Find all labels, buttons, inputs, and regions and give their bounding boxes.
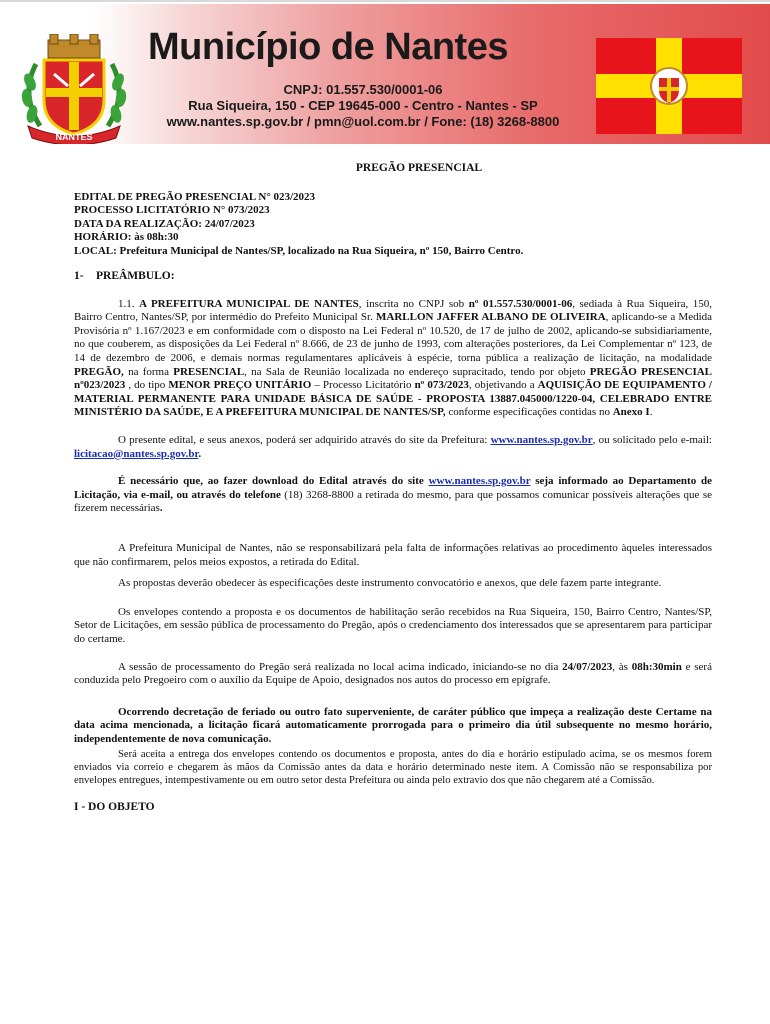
text-run-bold: MENOR PREÇO UNITÁRIO [168, 379, 312, 392]
section-title: PREÂMBULO: [96, 270, 175, 283]
text-run-bold: PREGÃO, [74, 365, 124, 378]
document-heading: PREGÃO PRESENCIAL [355, 162, 483, 174]
paragraph-holiday [74, 706, 712, 747]
text-run-bold: 24/07/2023 [562, 660, 613, 673]
municipal-crest-icon [14, 34, 134, 144]
text-run-bold: A PREFEITURA MUNICIPAL DE NANTES [139, 297, 359, 310]
text-run-bold: seja informado ao Departamento de Licitação, via e-mail, ou através do telefone [74, 475, 712, 501]
letterhead-banner [0, 4, 770, 144]
text-run: , na Sala de Reunião localizada no endereço supracitado, tendo por objeto [244, 365, 590, 378]
text-run: O presente edital, e seus anexos, poderá ser adquirido através do site da Prefeitura: [118, 434, 491, 447]
text-run-bold: PREGÃO PRESENCIAL nº023/2023 [74, 365, 713, 392]
email-link[interactable]: licitacao@nantes.sp.gov.br [74, 447, 199, 460]
website-link[interactable]: www.nantes.sp.gov.br [428, 475, 531, 488]
municipality-title: Município de Nantes [148, 26, 508, 68]
paragraph-proposals: As propostas deverão obedecer às especificações deste instrumento convocatório e anexos, que dele fazem parte integrante. [118, 577, 662, 590]
text-run-bold: PRESENCIAL [173, 365, 245, 378]
municipal-flag-icon [596, 38, 742, 134]
text-run-bold: nº 073/2023 [414, 379, 469, 392]
header-cnpj: CNPJ: 01.557.530/0001-06 [283, 82, 443, 97]
realization-date: DATA DA REALIZAÇÃO: 24/07/2023 [74, 217, 255, 230]
text-run: 1.1. [118, 297, 140, 310]
header-address: Rua Siqueira, 150 - CEP 19645-000 - Centro - Nantes - SP [188, 98, 538, 113]
text-run: , às [612, 660, 632, 673]
document-body [74, 162, 712, 814]
text-run: – Processo Licitatório [311, 379, 415, 392]
text-run: conforme especificações contidas no [445, 406, 613, 419]
text-run-bold: AQUISIÇÃO DE EQUIPAMENTO / MATERIAL PERMANENTE PARA UNIDADE BÁSICA DE SAÚDE - PROPOSTA 13887.045000/1220-04, CELEBRADO ENTRE MINISTÉRIO DA SAÚDE, E A PREFEITURA MUNICIPAL DE NANTES/SP, [74, 379, 712, 419]
paragraph-responsibility: A Prefeitura Municipal de Nantes, não se responsabilizará pela falta de informações relativas ao procedimento àqueles interessados que não confirmarem, pelos meios expostos, a retirada do Edital. [74, 542, 712, 568]
text-run-bold: . [159, 502, 163, 515]
process-number: PROCESSO LICITATÓRIO N° 073/2023 [74, 204, 270, 217]
section-preambulo-heading [74, 270, 712, 284]
crest-label: NANTES [55, 132, 93, 142]
text-run-bold: É necessário que, ao fazer download do Edital através do site [118, 475, 429, 488]
text-run: , do tipo [125, 379, 169, 392]
text-run: , sediada à Rua Siqueira, 150, Bairro Centro, Nantes/SP, por intermédio do Prefeito Municipal Sr. [74, 297, 713, 324]
text-run: , objetivando a [468, 379, 538, 392]
text-run: , aplicando-se a Medida Provisória nº 1.167/2023 e em conformidade com o disposto na Lei Federal nº 10.520, de 17 de julho de 2002, aplicando-se subsidiariamente, no que couberem, as disposições da Lei Federal nº 8.666, de 23 de junho de 1993, com alterações posteriores, da Lei Complementar nº 123, de 14 de dezembro de 2006, e demais normas regulamentares aplicáveis à espécie, torna pública a realização de licitação, na modalidade [74, 311, 713, 365]
text-run: . [649, 406, 653, 419]
edital-number: EDITAL DE PREGÃO PRESENCIAL N° 023/2023 [74, 190, 316, 203]
website-link[interactable]: www.nantes.sp.gov.br [490, 434, 593, 447]
paragraph-envelopes: Os envelopes contendo a proposta e os documentos de habilitação serão recebidos na Rua Siqueira, 150, Bairro Centro, Nantes/SP, Setor de Licitações, em sessão pública de processamento do Pregão, após o credenciamento dos interessados que se apresentarem para participar do certame. [74, 605, 712, 645]
text-run-bold: 08h:30min [631, 660, 682, 673]
text-run: , inscrita no CNPJ sob [358, 297, 469, 310]
session-location: LOCAL: Prefeitura Municipal de Nantes/SP, localizado na Rua Siqueira, nº 150, Bairro Centro. [74, 244, 524, 257]
text-run-bold: Ocorrendo decretação de feriado ou outro fato superveniente, de caráter público que impeça a realização deste Certame na data acima mencionada, a licitação ficará automaticamente prorrogada para o primeiro dia útil subsequente no mesmo horário, independentemente de nova comunicação. [74, 705, 712, 745]
paragraph-session [74, 661, 712, 688]
section-objeto-heading: I - DO OBJETO [74, 800, 155, 813]
header-contact: www.nantes.sp.gov.br / pmn@uol.com.br / Fone: (18) 3268-8800 [166, 114, 560, 129]
text-run: A sessão de processamento do Pregão será realizada no local acima indicado, iniciando-se no dia [118, 660, 563, 673]
paragraph-mail-delivery: Será aceita a entrega dos envelopes contendo os documentos e proposta, antes do dia e horário estipulado acima, se os mesmos forem enviados via correio e chegarem às mãos da Comissão antes da data e horário determinado neste item. A Comissão não se responsabiliza por envelopes entregues, intempestivamente ou em outro setor desta Prefeitura ou ainda pelo extravio dos que não chegarem até a Comissão. [74, 748, 712, 786]
text-run: (18) 3268-8800 a retirada do mesmo, para que possamos comunicar possíveis alterações que se fizerem necessárias [74, 488, 712, 515]
text-run-bold: nº 01.557.530/0001-06 [468, 297, 573, 310]
paragraph-preambulo [74, 298, 712, 420]
edital-meta [74, 191, 712, 259]
section-number: 1- [74, 270, 84, 283]
text-run-bold: . [198, 447, 202, 460]
text-run: na forma [123, 365, 174, 378]
session-time: HORÁRIO: às 08h:30 [74, 231, 179, 244]
paragraph-download [74, 434, 712, 461]
text-run-bold: Anexo I [612, 406, 650, 419]
text-run: e será conduzida pelo Pregoeiro com o auxílio da Equipe de Apoio, designados nos autos do processo em epígrafe. [74, 660, 712, 687]
top-divider [0, 0, 770, 2]
text-run-bold: MARLLON JAFFER ALBANO DE OLIVEIRA [376, 311, 606, 324]
text-run: , ou solicitado pelo e-mail: [592, 434, 712, 447]
paragraph-download-notice [74, 475, 712, 516]
